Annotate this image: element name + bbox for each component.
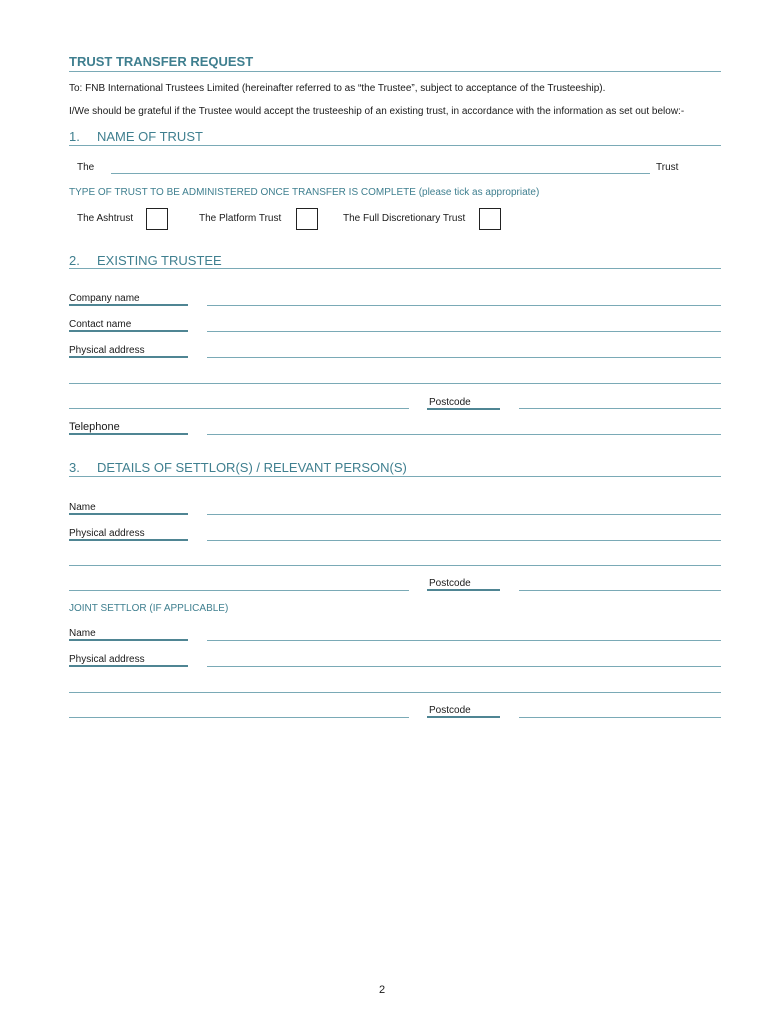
form-title: TRUST TRANSFER REQUEST <box>69 54 254 69</box>
postcode-field[interactable] <box>519 408 721 409</box>
joint-address-field[interactable] <box>207 666 721 667</box>
joint-address-label: Physical address <box>69 654 145 665</box>
joint-postcode-field[interactable] <box>519 717 721 718</box>
settlor-postcode-label: Postcode <box>429 578 471 589</box>
joint-name-label: Name <box>69 628 96 639</box>
physical-address-label: Physical address <box>69 345 145 356</box>
section-1-title: NAME OF TRUST <box>97 129 203 144</box>
trust-name-field[interactable] <box>111 173 650 174</box>
option-platform-label: The Platform Trust <box>199 213 282 224</box>
settlor-name-label: Name <box>69 502 96 513</box>
option-discretionary-label: The Full Discretionary Trust <box>343 213 466 224</box>
label-underline <box>69 539 188 541</box>
trust-type-heading: TYPE OF TRUST TO BE ADMINISTERED ONCE TRANSFER IS COMPLETE (please tick as appropriate) <box>69 187 540 198</box>
settlor-address-line-3[interactable] <box>69 590 409 591</box>
address-line-3-field[interactable] <box>69 408 409 409</box>
telephone-field[interactable] <box>207 434 721 435</box>
the-label: The <box>77 162 95 173</box>
settlor-postcode-field[interactable] <box>519 590 721 591</box>
ashtrust-checkbox[interactable] <box>146 208 168 230</box>
joint-postcode-label: Postcode <box>429 705 471 716</box>
label-underline <box>69 665 188 667</box>
section-3-title: DETAILS OF SETTLOR(S) / RELEVANT PERSON(S) <box>97 460 407 475</box>
label-underline <box>69 304 188 306</box>
page-number: 2 <box>379 984 386 996</box>
address-line-2-field[interactable] <box>69 383 721 384</box>
label-underline <box>69 356 188 358</box>
contact-name-field[interactable] <box>207 331 721 332</box>
joint-settlor-heading: JOINT SETTLOR (IF APPLICABLE) <box>69 603 229 614</box>
postcode-label: Postcode <box>429 397 471 408</box>
label-underline <box>69 330 188 332</box>
intro-text: I/We should be grateful if the Trustee would accept the trusteeship of an existing trust, in accordance with the information as set out below:- <box>69 106 685 117</box>
joint-address-line-2[interactable] <box>69 692 721 693</box>
telephone-label: Telephone <box>69 421 120 433</box>
joint-address-line-3[interactable] <box>69 717 409 718</box>
settlor-name-field[interactable] <box>207 514 721 515</box>
platform-trust-checkbox[interactable] <box>296 208 318 230</box>
trust-label: Trust <box>656 162 679 173</box>
label-underline <box>69 513 188 515</box>
divider <box>69 268 721 269</box>
company-name-field[interactable] <box>207 305 721 306</box>
label-underline <box>69 639 188 641</box>
option-ashtrust-label: The Ashtrust <box>77 213 134 224</box>
label-underline <box>427 589 500 591</box>
section-2-number: 2. <box>69 253 80 268</box>
joint-name-field[interactable] <box>207 640 721 641</box>
discretionary-trust-checkbox[interactable] <box>479 208 501 230</box>
label-underline <box>69 433 188 435</box>
physical-address-field[interactable] <box>207 357 721 358</box>
company-name-label: Company name <box>69 293 140 304</box>
to-line: To: FNB International Trustees Limited (hereinafter referred to as “the Trustee”, subject to acceptance of the Trusteeship). <box>69 83 606 94</box>
section-2-title: EXISTING TRUSTEE <box>97 253 222 268</box>
section-1-number: 1. <box>69 129 80 144</box>
settlor-address-field[interactable] <box>207 540 721 541</box>
settlor-address-label: Physical address <box>69 528 145 539</box>
contact-name-label: Contact name <box>69 319 132 330</box>
section-3-number: 3. <box>69 460 80 475</box>
label-underline <box>427 716 500 718</box>
divider <box>69 476 721 477</box>
divider <box>69 71 721 72</box>
divider <box>69 145 721 146</box>
settlor-address-line-2[interactable] <box>69 565 721 566</box>
label-underline <box>427 408 500 410</box>
